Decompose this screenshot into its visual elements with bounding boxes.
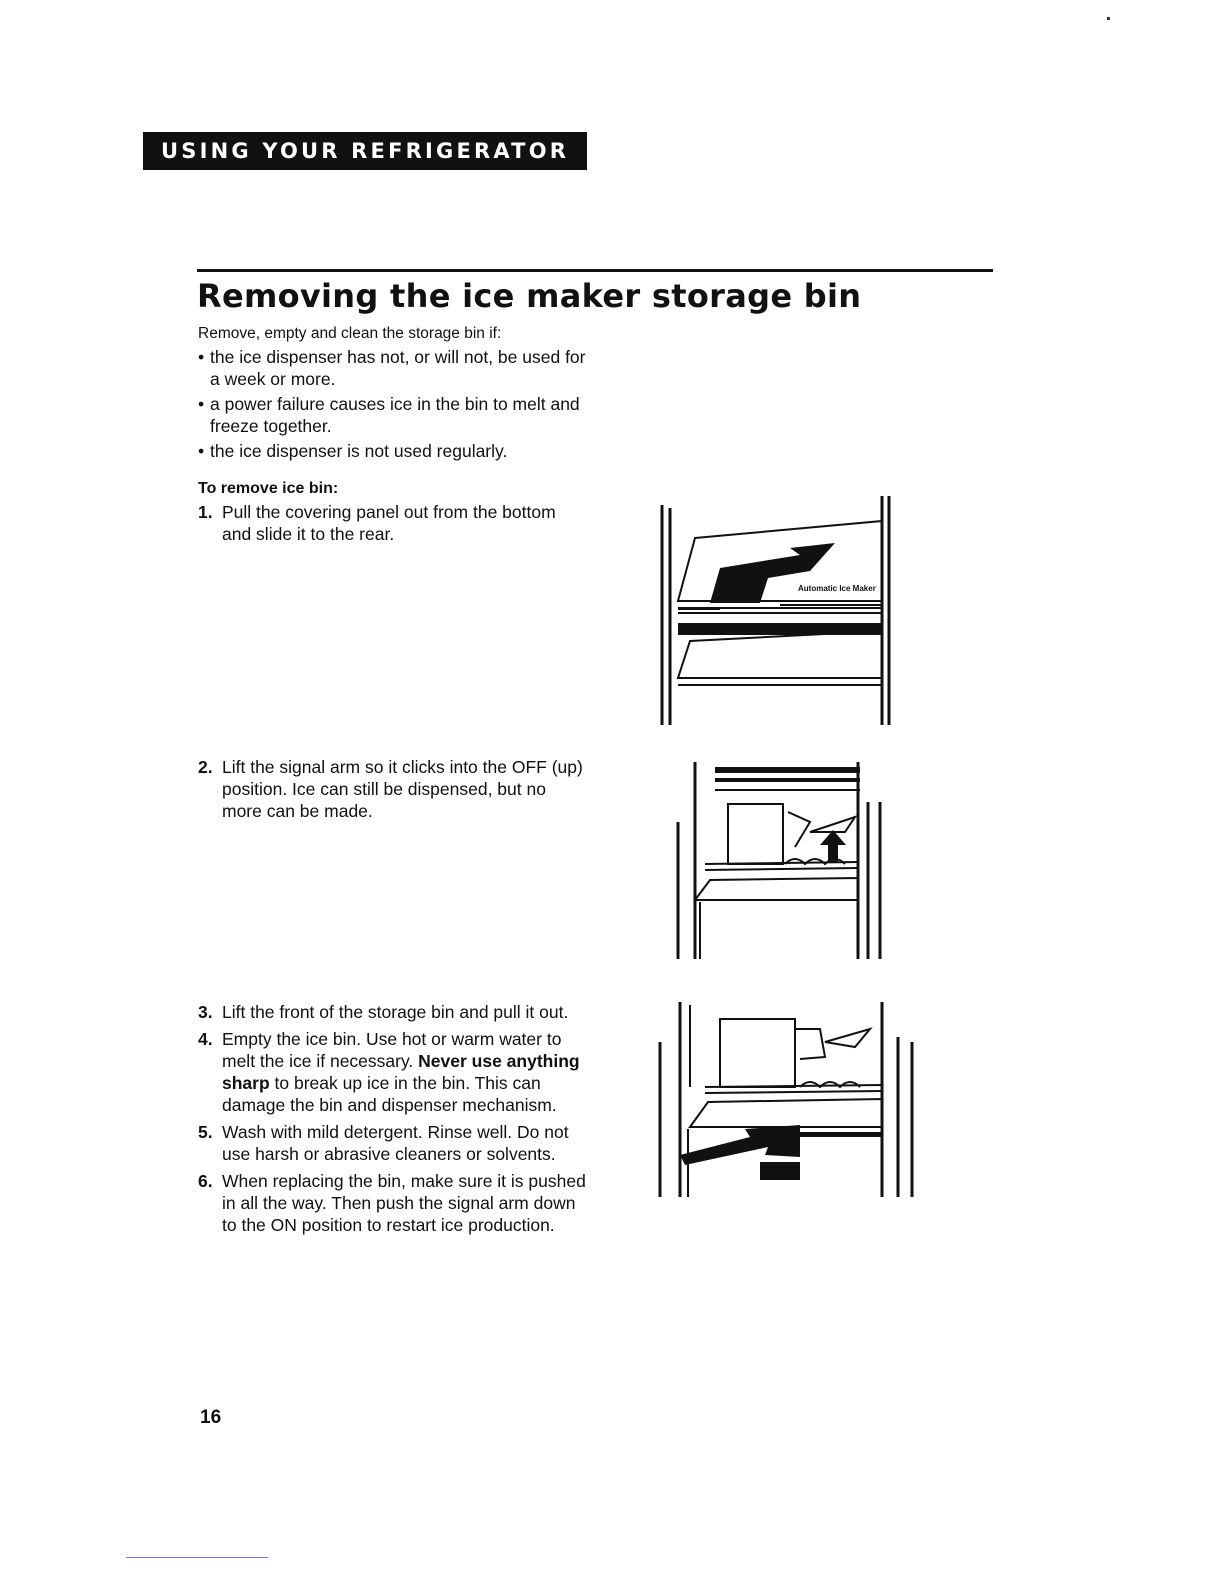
step-text: Lift the signal arm so it clicks into the OFF (up) position. Ice can still be dispensed, but no more can be made. (222, 757, 583, 821)
list-item: • the ice dispenser has not, or will not, be used for a week or more. (198, 346, 598, 390)
step-text: to break up ice in the bin. This can damage the bin and dispenser mechanism. (222, 1073, 557, 1115)
step-number: 3. (198, 1002, 213, 1022)
step-4 (198, 1028, 588, 1116)
warning-text: Never use anything sharp (222, 1051, 580, 1093)
step-2 (198, 756, 588, 822)
step-number: 1. (198, 502, 213, 522)
section-banner: USING YOUR REFRIGERATOR (143, 132, 587, 170)
panel-removal-illustration (650, 493, 900, 733)
intro-text: Remove, empty and clean the storage bin if: (198, 325, 502, 342)
step-list-2 (198, 756, 588, 827)
condition-list (198, 346, 598, 465)
steps-subheading: To remove ice bin: (198, 480, 339, 497)
step-1 (198, 501, 588, 545)
list-item: • a power failure causes ice in the bin to melt and freeze together. (198, 393, 598, 437)
step-list-1 (198, 501, 588, 550)
step-text: Empty the ice bin. Use hot or warm water to melt the ice if necessary. (222, 1029, 562, 1071)
step-6 (198, 1170, 588, 1236)
step-text: Pull the covering panel out from the bottom and slide it to the rear. (222, 502, 556, 544)
signal-arm-illustration (670, 752, 895, 962)
step-text: When replacing the bin, make sure it is pushed in all the way. Then push the signal arm down to the ON position to restart ice production. (222, 1171, 586, 1235)
step-number: 6. (198, 1171, 213, 1191)
step-3 (198, 1001, 588, 1023)
step-number: 5. (198, 1122, 213, 1142)
step-list-3 (198, 1001, 588, 1241)
panel-label: Automatic Ice Maker (798, 584, 876, 593)
page-number: 16 (200, 1407, 222, 1428)
footer-line (126, 1557, 268, 1558)
list-item: • the ice dispenser is not used regularly. (198, 440, 598, 462)
step-text: Lift the front of the storage bin and pull it out. (222, 1002, 569, 1022)
scan-speck (1107, 17, 1110, 20)
title-rule (197, 269, 993, 272)
step-text: Wash with mild detergent. Rinse well. Do not use harsh or abrasive cleaners or solvents. (222, 1122, 569, 1164)
step-number: 4. (198, 1029, 213, 1049)
bin-removal-illustration (650, 997, 920, 1202)
step-5 (198, 1121, 588, 1165)
page-title: Removing the ice maker storage bin (197, 277, 862, 315)
step-number: 2. (198, 757, 213, 777)
